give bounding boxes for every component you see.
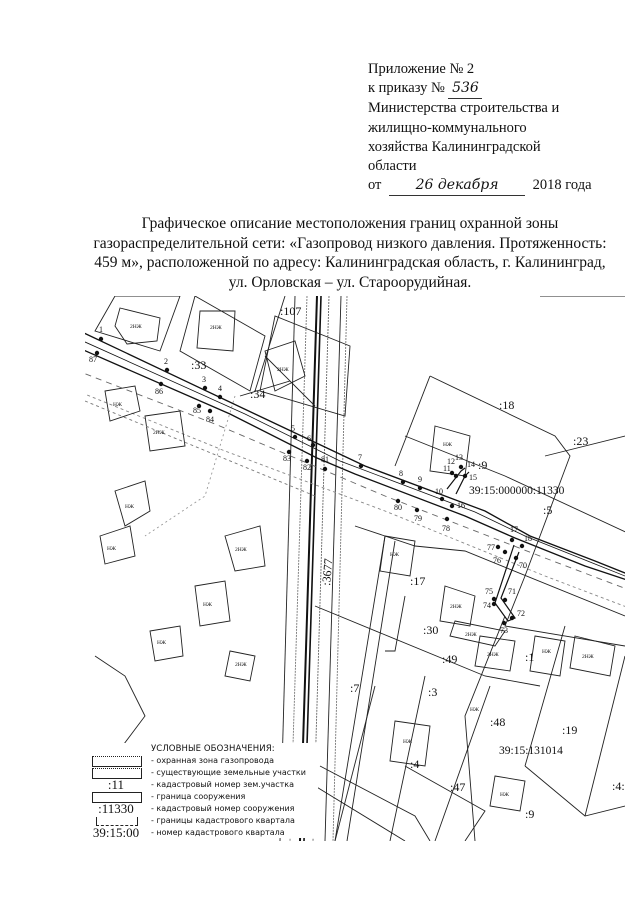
legend-item-protective-zone: - охранная зона газопровода — [88, 755, 318, 767]
svg-text:13: 13 — [455, 453, 463, 462]
svg-text::48: :48 — [490, 715, 506, 729]
svg-text::23: :23 — [573, 434, 589, 448]
ministry-line: хозяйства Калининградской — [368, 138, 541, 155]
svg-text::7: :7 — [350, 681, 360, 695]
svg-text::1: :1 — [525, 650, 535, 664]
title-line: Графическое описание местоположения границ охранной зоны — [141, 215, 559, 232]
svg-text:НЖ: НЖ — [500, 792, 509, 798]
svg-text:73: 73 — [500, 626, 508, 635]
svg-text:82: 82 — [303, 463, 311, 472]
ministry-line: Министерства строительства и — [368, 100, 560, 117]
svg-text:НЖ: НЖ — [157, 640, 166, 646]
date-prefix: от — [368, 177, 382, 194]
svg-text::9: :9 — [525, 807, 535, 821]
svg-text::49: :49 — [442, 652, 458, 666]
svg-text:2НЖ: 2НЖ — [582, 654, 594, 660]
svg-text:1: 1 — [99, 325, 103, 334]
svg-text:15: 15 — [469, 473, 477, 482]
svg-text:НЖ: НЖ — [403, 739, 412, 745]
svg-text::107: :107 — [280, 304, 302, 318]
date-handwritten: 26 декабря — [389, 176, 525, 196]
svg-text:71: 71 — [508, 587, 516, 596]
svg-text:79: 79 — [414, 514, 422, 523]
svg-text:83: 83 — [283, 454, 291, 463]
order-line — [368, 79, 608, 99]
svg-text:НЖ: НЖ — [542, 649, 551, 655]
order-number-handwritten: 536 — [448, 79, 482, 99]
protective-zone-symbol — [90, 755, 142, 767]
svg-text:2НЖ: 2НЖ — [235, 662, 247, 668]
svg-text::3: :3 — [428, 685, 438, 699]
date-suffix: 2018 года — [532, 177, 592, 194]
svg-text:11: 11 — [443, 464, 451, 473]
map-legend — [88, 743, 318, 838]
svg-text:5: 5 — [291, 424, 295, 433]
svg-text:39:15:131014: 39:15:131014 — [499, 745, 563, 757]
svg-text:70: 70 — [519, 561, 527, 570]
appendix-line: Приложение № 2 — [368, 61, 475, 77]
ministry-line: жилищно-коммунального — [368, 119, 527, 136]
svg-text:9: 9 — [418, 475, 422, 484]
quarter-number-symbol: 39:15:00 — [92, 825, 140, 840]
svg-text::3677: :3677 — [319, 557, 336, 587]
svg-text:2: 2 — [164, 357, 168, 366]
svg-text:16: 16 — [457, 501, 465, 510]
svg-text::19: :19 — [562, 723, 578, 737]
plot-number-symbol: :11 — [107, 777, 125, 792]
svg-text:НЖ: НЖ — [470, 707, 479, 713]
svg-text:НЖ: НЖ — [390, 552, 399, 558]
legend-item-structure-number: :11330 - кадастровый номер сооружения — [88, 803, 318, 815]
svg-text:3: 3 — [202, 375, 206, 384]
svg-text:84: 84 — [206, 415, 214, 424]
appendix-header — [368, 60, 608, 196]
ministry-line: области — [368, 158, 417, 175]
svg-text:НЖ: НЖ — [125, 504, 134, 510]
structure-number-symbol: :11330 — [98, 801, 134, 816]
svg-text:4: 4 — [218, 384, 222, 393]
svg-text:2НЖ: 2НЖ — [130, 324, 142, 330]
title-line: ул. Орловская – ул. Староорудийная. — [228, 273, 472, 291]
svg-text:2НЖ: 2НЖ — [277, 367, 289, 373]
svg-text::9: :9 — [478, 458, 488, 472]
svg-text:85: 85 — [193, 406, 201, 415]
svg-text:17: 17 — [510, 525, 518, 534]
svg-text:2НЖ: 2НЖ — [450, 604, 462, 610]
svg-text:87: 87 — [89, 355, 97, 364]
svg-text:81: 81 — [321, 455, 329, 464]
svg-text:2НЖ: 2НЖ — [153, 430, 165, 436]
svg-text:7: 7 — [358, 453, 362, 462]
svg-text::4: :4 — [410, 757, 420, 771]
order-prefix: к приказу № — [368, 80, 445, 97]
svg-text:6: 6 — [307, 434, 311, 443]
svg-text:8: 8 — [399, 469, 403, 478]
svg-text::34: :34 — [250, 387, 266, 401]
svg-text::33: :33 — [191, 358, 207, 372]
svg-text:72: 72 — [517, 609, 525, 618]
svg-text:НЖ: НЖ — [203, 602, 212, 608]
svg-text:74: 74 — [483, 601, 491, 610]
svg-text:86: 86 — [155, 387, 163, 396]
svg-text:НЖ: НЖ — [107, 546, 116, 552]
legend-item-land-plots: - существующие земельные участки — [88, 767, 318, 779]
title-line: газораспределительной сети: «Газопровод низкого давления. Протяженность: — [93, 234, 607, 252]
svg-text::47: :47 — [450, 780, 466, 794]
svg-text:80: 80 — [394, 503, 402, 512]
svg-text:2НЖ: 2НЖ — [487, 652, 499, 658]
legend-item-quarter-boundary: - границы кадастрового квартала — [88, 815, 318, 827]
svg-text:39:15:000000:11330: 39:15:000000:11330 — [469, 485, 565, 497]
svg-text:14: 14 — [467, 460, 475, 469]
svg-text::30: :30 — [423, 623, 439, 637]
document-title — [80, 214, 620, 292]
svg-text:НЖ: НЖ — [443, 442, 452, 448]
legend-title: УСЛОВНЫЕ ОБОЗНАЧЕНИЯ: — [151, 744, 275, 754]
svg-text:18: 18 — [524, 534, 532, 543]
svg-text:2НЖ: 2НЖ — [210, 325, 222, 331]
title-line: 459 м», расположенной по адресу: Калининградская область, г. Калининград, — [94, 254, 606, 272]
legend-item-quarter-number: 39:15:00 - номер кадастрового квартала — [88, 827, 318, 839]
svg-text:12: 12 — [447, 457, 455, 466]
svg-text::18: :18 — [499, 398, 515, 412]
svg-text:НЖ: НЖ — [113, 402, 122, 408]
svg-text::4:: :4: — [612, 779, 625, 793]
svg-text::17: :17 — [410, 574, 426, 588]
legend-item-structure-boundary: - граница сооружения — [88, 791, 318, 803]
svg-text:2НЖ: 2НЖ — [465, 632, 477, 638]
svg-text:75: 75 — [485, 587, 493, 596]
date-line — [368, 176, 608, 196]
svg-text:78: 78 — [442, 524, 450, 533]
svg-text::5: :5 — [543, 503, 553, 517]
svg-text:2НЖ: 2НЖ — [235, 547, 247, 553]
svg-text:76: 76 — [493, 556, 501, 565]
svg-text:77: 77 — [487, 543, 495, 552]
legend-item-plot-number: :11 - кадастровый номер зем.участка — [88, 779, 318, 791]
svg-text:10: 10 — [435, 487, 443, 496]
